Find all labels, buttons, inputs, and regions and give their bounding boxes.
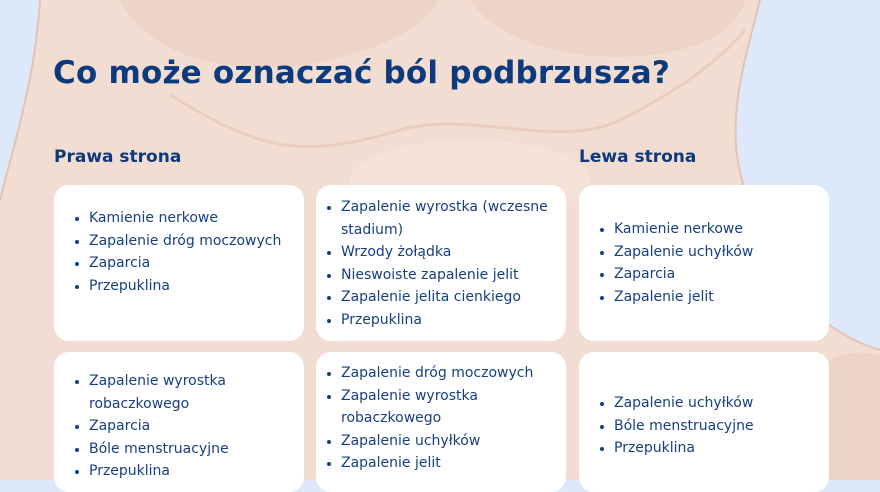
list-item: Zapalenie uchyłków [327, 430, 556, 453]
list-item: Nieswoiste zapalenie jelit [327, 264, 556, 287]
list-item: Zapalenie uchyłków [600, 392, 819, 415]
left-side-heading: Lewa strona [579, 147, 697, 167]
list-item: Zaparcia [600, 263, 819, 286]
condition-list [316, 352, 566, 475]
list-item: Kamienie nerkowe [600, 218, 819, 241]
card-right-side-upper [54, 185, 304, 341]
list-item: Zaparcia [75, 252, 294, 275]
list-item: Bóle menstruacyjne [600, 415, 819, 438]
list-item: Zapalenie dróg moczowych [75, 230, 294, 253]
list-item: Kamienie nerkowe [75, 207, 294, 230]
condition-list [316, 185, 566, 331]
list-item: Zapalenie wyrostka robaczkowego [75, 370, 294, 415]
list-item: Zapalenie uchyłków [600, 241, 819, 264]
condition-list [54, 185, 304, 297]
list-item: Zapalenie wyrostka robaczkowego [327, 385, 556, 430]
list-item: Zapalenie jelita cienkiego [327, 286, 556, 309]
list-item: Zapalenie jelit [600, 286, 819, 309]
list-item: Zapalenie dróg moczowych [327, 362, 556, 385]
condition-list [579, 352, 829, 460]
list-item: Zaparcia [75, 415, 294, 438]
card-left-side-lower [579, 352, 829, 492]
card-right-side-lower [54, 352, 304, 492]
list-item: Wrzody żołądka [327, 241, 556, 264]
card-center-lower [316, 352, 566, 492]
card-center-upper [316, 185, 566, 341]
list-item: Zapalenie wyrostka (wczesne stadium) [327, 196, 556, 241]
right-side-heading: Prawa strona [54, 147, 182, 167]
list-item: Przepuklina [75, 275, 294, 298]
list-item: Przepuklina [327, 309, 556, 332]
list-item: Przepuklina [75, 460, 294, 483]
card-left-side-upper [579, 185, 829, 341]
page-title: Co może oznaczać ból podbrzusza? [53, 55, 671, 91]
list-item: Bóle menstruacyjne [75, 438, 294, 461]
condition-list [54, 352, 304, 483]
list-item: Zapalenie jelit [327, 452, 556, 475]
condition-list [579, 185, 829, 308]
list-item: Przepuklina [600, 437, 819, 460]
